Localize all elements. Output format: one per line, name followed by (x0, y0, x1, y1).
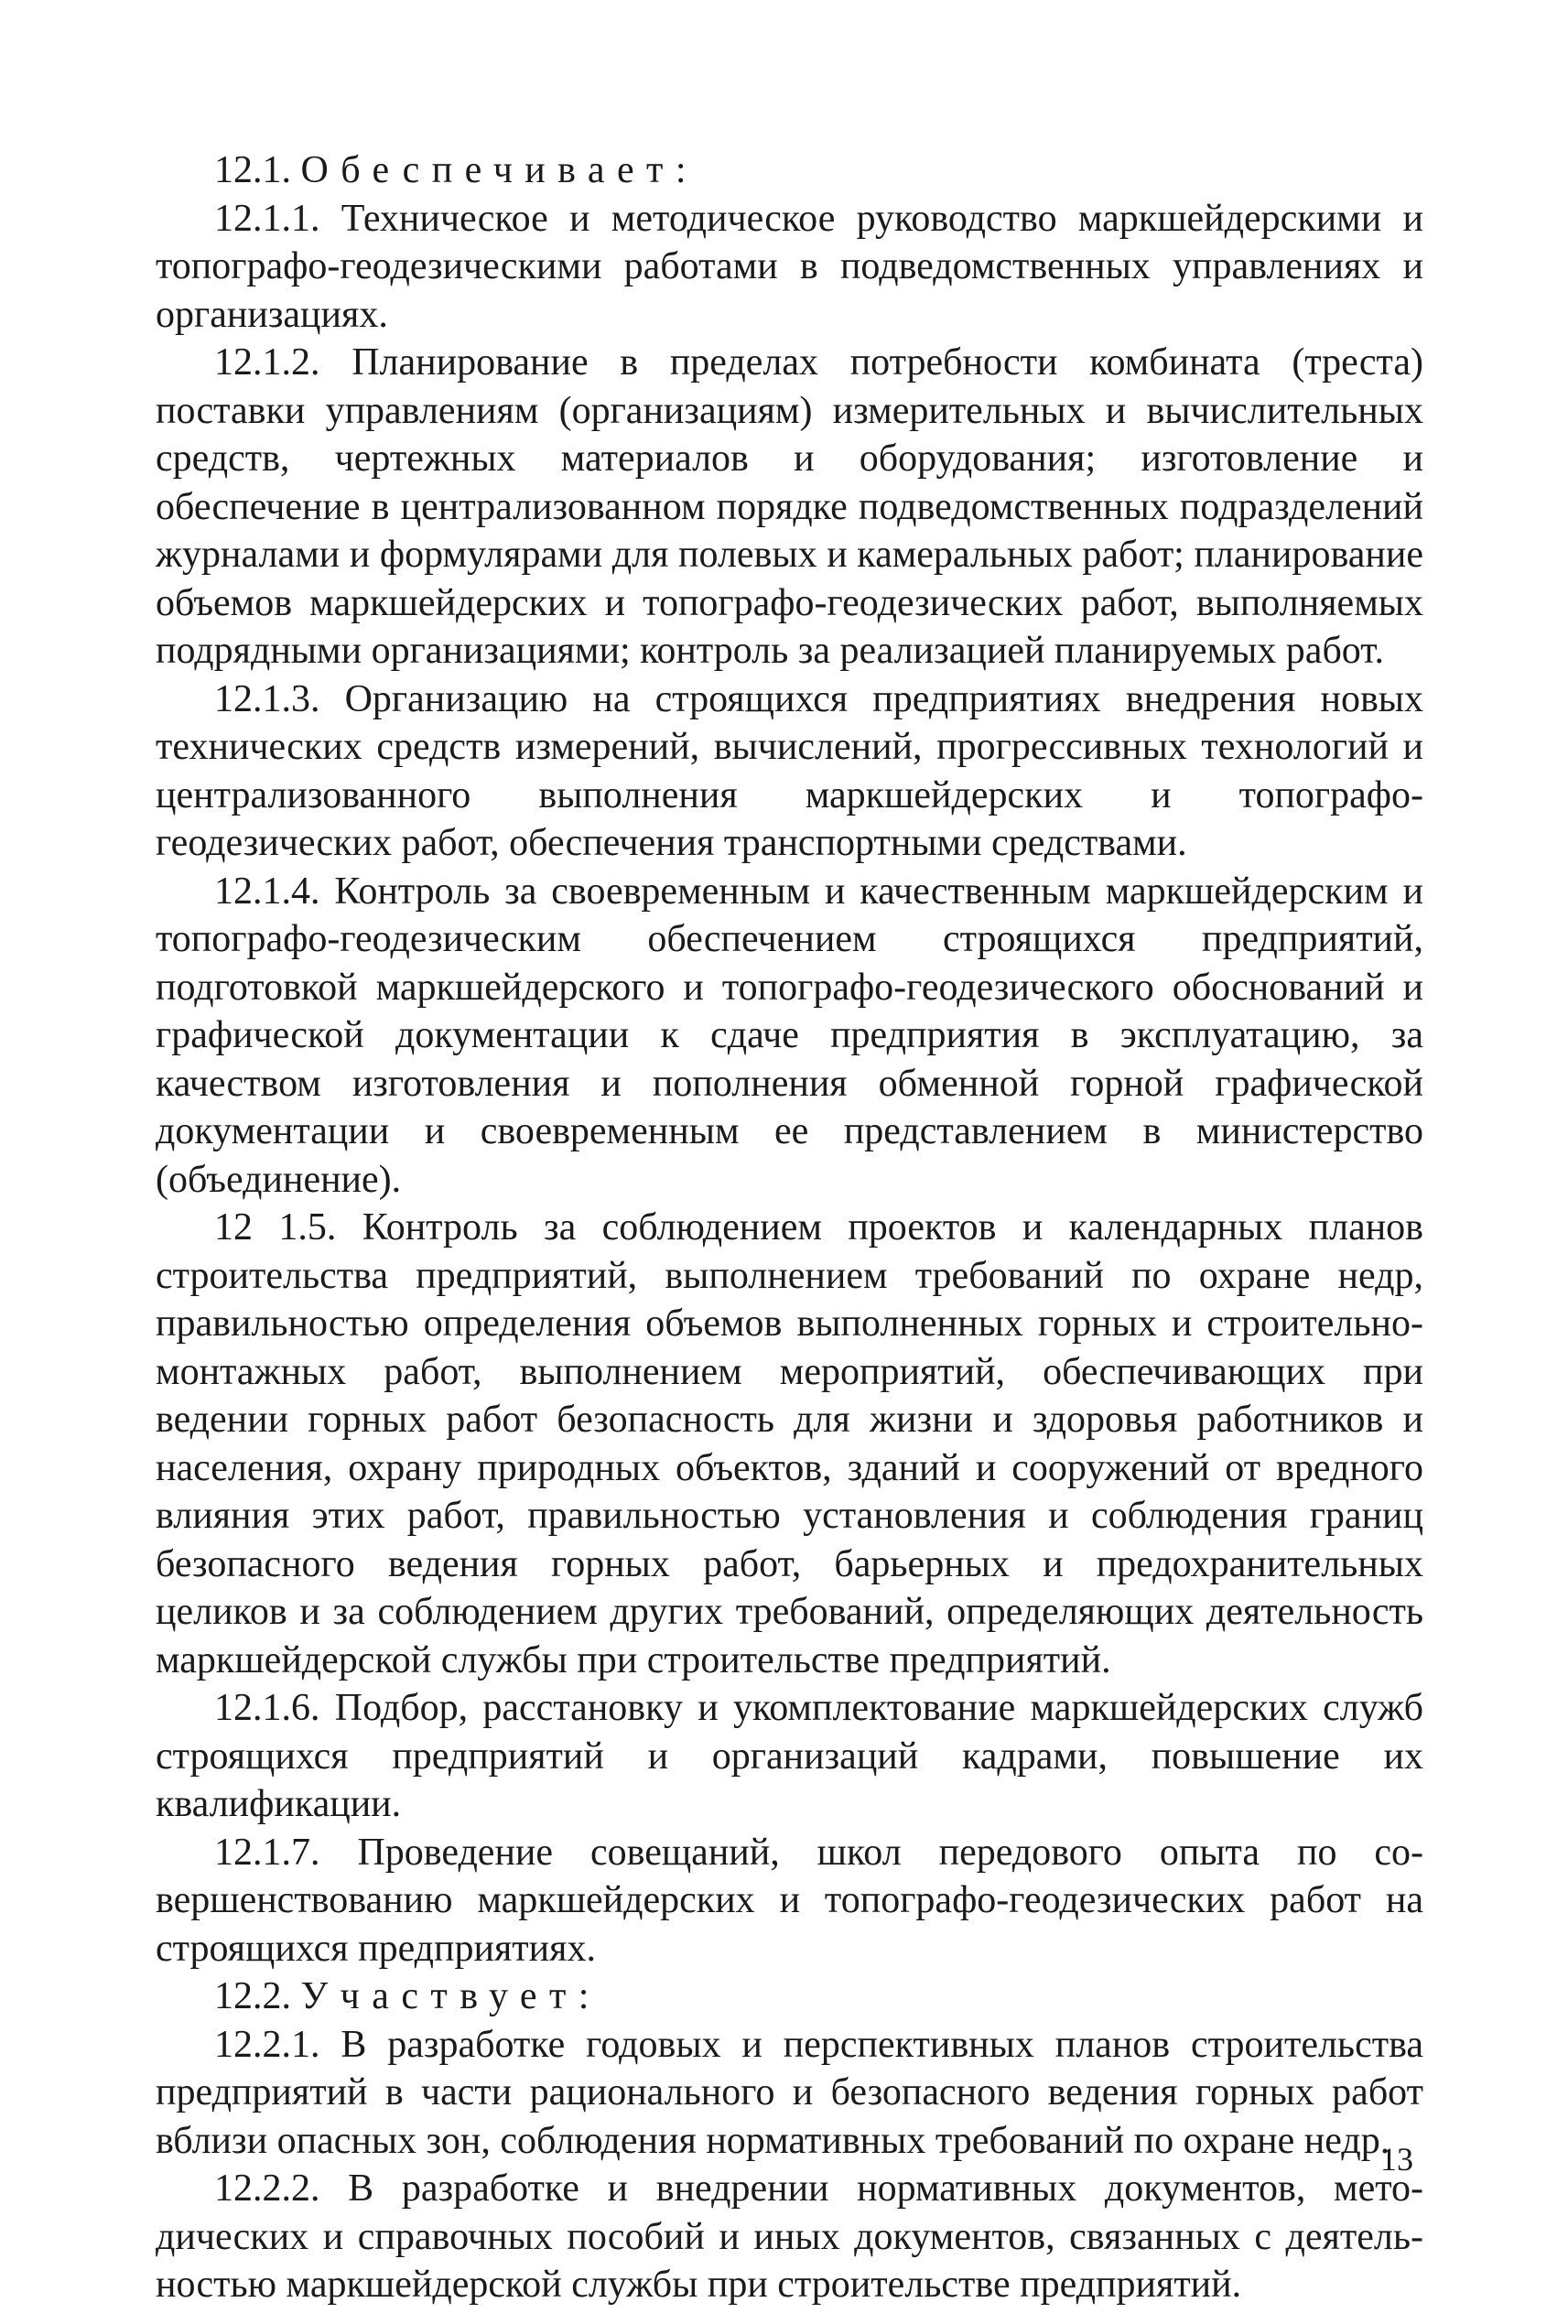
clause-number: 12.2.1. (214, 2023, 320, 2066)
section-heading-12-2 (156, 1973, 1423, 2021)
clause-number: 12.2.2. (214, 2167, 320, 2210)
clause-number: 12 1.5. (214, 1206, 337, 1248)
clause-number: 12.1.6. (214, 1687, 320, 1729)
clause-12-1-6 (156, 1684, 1423, 1829)
clause-12-2-1 (156, 2021, 1423, 2166)
page-number: 13 (1380, 2141, 1413, 2178)
clause-number: 12.1.3. (214, 677, 320, 720)
clause-text: Планирование в пределах потребности комбината (треста) поставки управлениям (организациям) измерительных и вычислительных средств, чертежных материалов и оборудования; изготовление и обеспечение в централизованном порядке подведомственных подразделений журналами и формулярами для полевых и камеральных работ; планирование объемов маркшейдерских и топографо-геодезических работ, выполняемых подрядными организациями; контроль за реализацией планируемых работ. (156, 341, 1423, 672)
clause-text: Проведение совещаний, школ передового опыта по совершенствованию маркшейдерских и топографо-геодезических работ на строящихся предприятиях. (156, 1831, 1424, 1970)
clause-text: Подбор, расстановку и укомплектование маркшейдерских служб строящихся предприятий и организаций кадрами, повышение их квалификации. (156, 1687, 1423, 1825)
clause-text: В разработке и внедрении нормативных документов, методических и справочных пособий и иных документов, связанных с деятельностью маркшейдерской службы при строительстве предприятий. (156, 2167, 1424, 2306)
clause-text: Техническое и методическое руководство маркшейдерскими и топографо-геодезическими работами в подведомственных управлениях и организациях. (156, 197, 1423, 336)
clause-text: В разработке годовых и перспективных планов строительства предприятий в части рационального и безопасного ведения горных работ вблизи опасных зон, соблюдения нормативных требований по охране недр. (156, 2023, 1424, 2162)
clause-12-1-5 (156, 1204, 1423, 1684)
clause-text: Контроль за своевременным и качественным маркшейдерским и топографо-геодезическим обеспечением строящихся предприятий, подготовкой маркшейдерского и топографо-геодезического обоснований и графической документации к сдаче предприятия в эксплуатацию, за качеством изготовления и пополнения обменной горной графической документации и своевременным ее представлением в министерство (объединение). (156, 870, 1424, 1201)
clause-12-1-3 (156, 676, 1423, 868)
clause-text: Организацию на строящихся предприятиях внедрения новых технических средств измерений, вычислений, прогрессивных технологий и централизованного выполнения маркшейдерских и топографо-геодезических работ, обеспечения транспортными средствами. (156, 677, 1423, 864)
clause-number: 12.1.7. (214, 1831, 320, 1874)
page-body (156, 146, 1423, 2309)
heading-text: Участвует: (300, 1975, 601, 2017)
clause-12-2-2 (156, 2165, 1423, 2309)
clause-number: 12.1. (214, 149, 291, 191)
clause-12-1-1 (156, 195, 1423, 340)
clause-12-1-7 (156, 1829, 1423, 1973)
clause-12-1-4 (156, 868, 1423, 1205)
section-heading-12-1 (156, 146, 1423, 195)
clause-number: 12.1.2. (214, 341, 320, 384)
clause-number: 12.1.4. (214, 870, 320, 913)
clause-number: 12.2. (214, 1975, 291, 2017)
clause-12-1-2 (156, 339, 1423, 676)
clause-text: Контроль за соблюдением проектов и календарных планов строительства предприятий, выполнением требований по охране недр, правильностью определения объемов выполненных горных и строительно-монтажных работ, выполнением мероприятий, обеспечивающих при ведении горных работ безопасность для жизни и здоровья работников и населения, охрану природных объектов, зданий и сооружений от вредного влияния этих работ, правильностью установления и соблюдения границ безопасного ведения горных работ, барьерных и предохранительных целиков и за соблюдением других требований, определяющих деятельность маркшейдерской службы при строительстве предприятий. (156, 1206, 1424, 1681)
heading-text: Обеспечивает: (300, 149, 698, 191)
clause-number: 12.1.1. (214, 197, 320, 240)
